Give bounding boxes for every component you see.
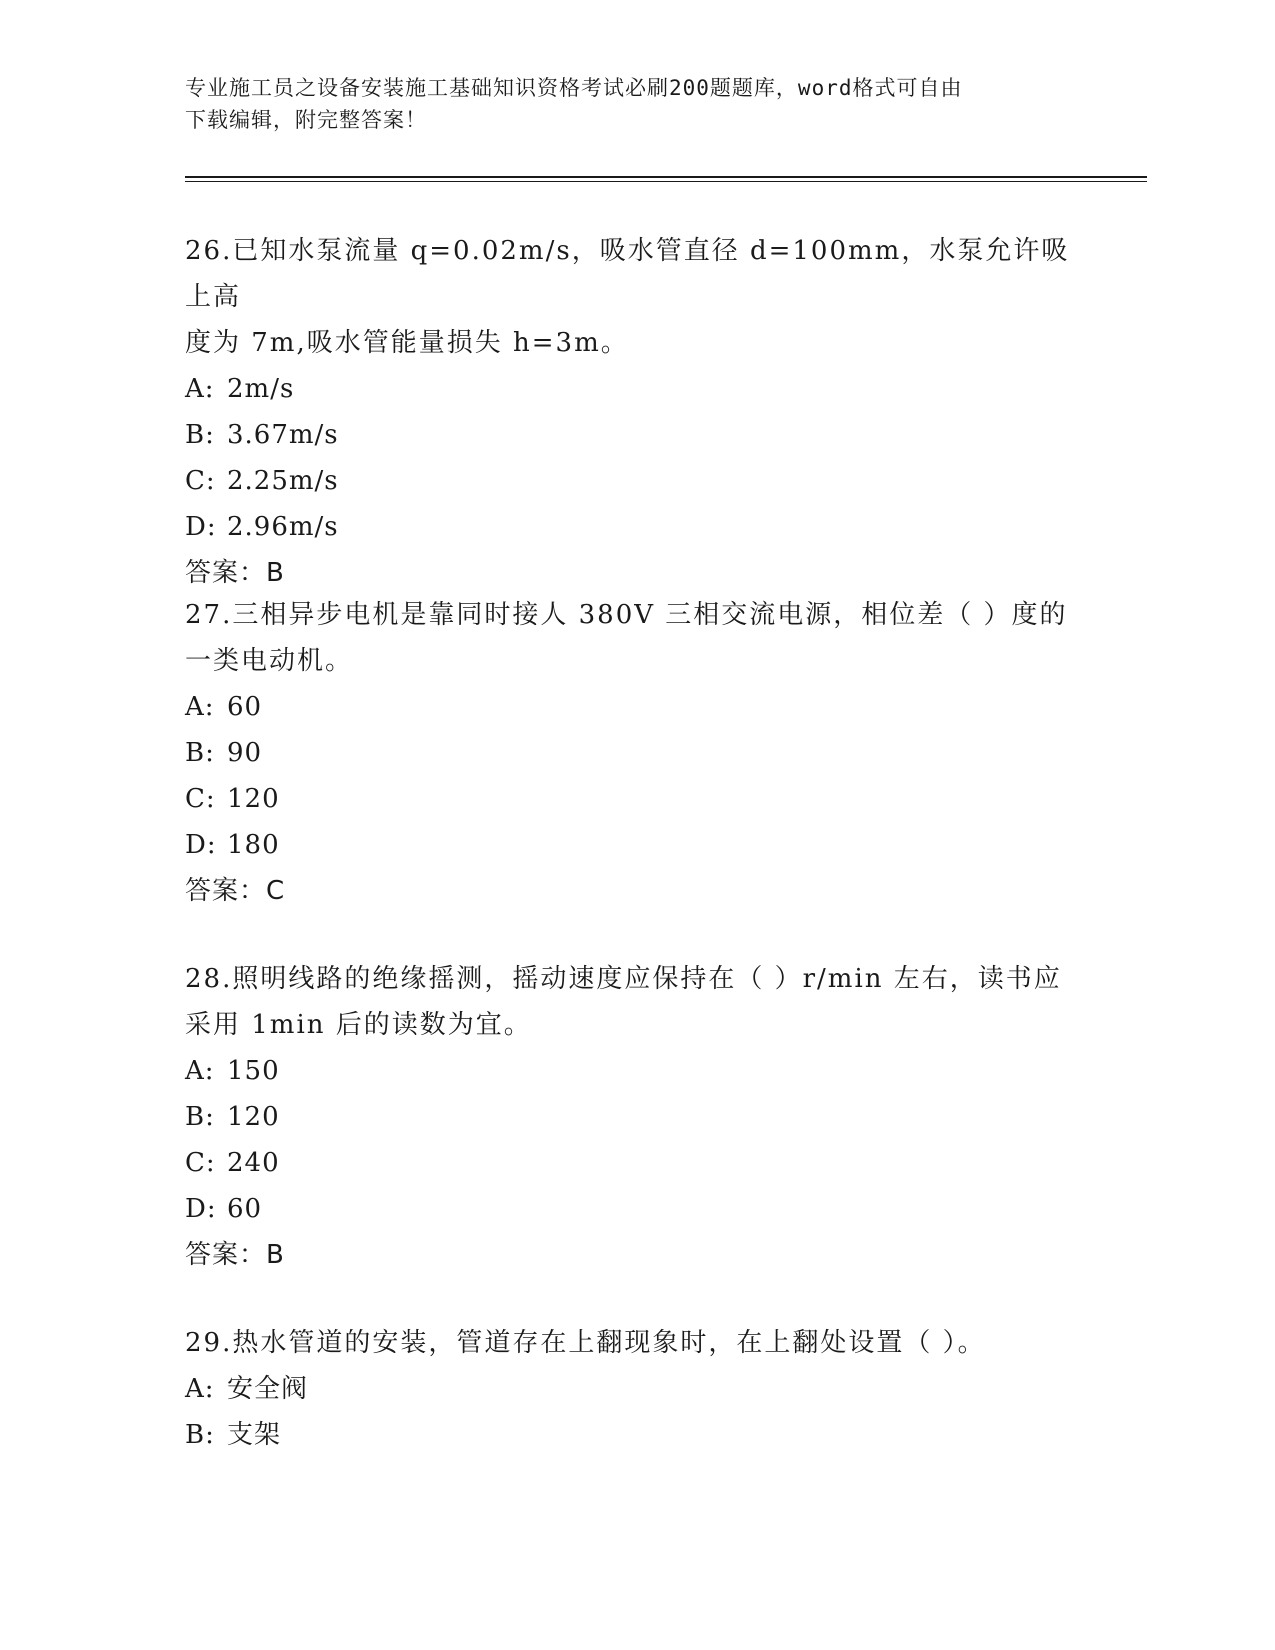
question-27 [185,592,1085,914]
option-c [185,458,1085,504]
option-text: 安全阀 [227,1374,309,1404]
option-b [185,1094,1085,1140]
option-letter: D: [185,830,217,860]
option-letter: C: [185,1148,216,1178]
option-text: 支架 [227,1420,282,1450]
header-divider [185,176,1147,182]
option-letter: A: [185,692,215,722]
question-stem-line: 27.三相异步电机是靠同时接人 380V 三相交流电源，相位差（ ）度的 [185,600,1068,630]
option-text: 90 [227,738,263,768]
header-line-2: 下载编辑，附完整答案！ [185,108,427,132]
option-c [185,776,1085,822]
option-text: 120 [227,1102,280,1132]
option-d [185,504,1085,550]
option-b [185,412,1085,458]
option-letter: A: [185,1056,215,1086]
option-a [185,1048,1085,1094]
question-stem-line: 度为 7m,吸水管能量损失 h=3m。 [185,328,629,358]
option-letter: D: [185,512,217,542]
option-letter: A: [185,1374,215,1404]
option-letter: C: [185,784,216,814]
option-text: 180 [227,830,280,860]
header-line-1: 专业施工员之设备安装施工基础知识资格考试必刷200题题库，word格式可自由 [185,76,963,100]
option-letter: D: [185,1194,217,1224]
option-a [185,684,1085,730]
option-letter: B: [185,1420,215,1450]
option-d [185,822,1085,868]
option-text: 60 [227,1194,263,1224]
option-text: 2.25m/s [227,466,339,496]
question-stem-line: 28.照明线路的绝缘摇测，摇动速度应保持在（ ）r/min 左右，读书应 [185,964,1062,994]
option-d [185,1186,1085,1232]
document-header [185,72,1085,136]
answer-line: 答案：C [185,876,286,906]
option-letter: B: [185,1102,215,1132]
option-b [185,730,1085,776]
question-26 [185,228,1085,596]
question-stem-line: 一类电动机。 [185,646,354,676]
option-letter: B: [185,420,215,450]
question-stem-line: 采用 1min 后的读数为宜。 [185,1010,532,1040]
option-letter: B: [185,738,215,768]
option-text: 2m/s [227,374,295,404]
option-a [185,366,1085,412]
option-text: 2.96m/s [227,512,339,542]
question-stem-line: 26.已知水泵流量 q=0.02m/s，吸水管直径 d=100mm，水泵允许吸上高 [185,236,1070,312]
answer-line: 答案：B [185,558,285,588]
option-a [185,1366,1085,1412]
option-letter: C: [185,466,216,496]
question-stem-line: 29.热水管道的安装，管道存在上翻现象时，在上翻处设置（ ）。 [185,1328,986,1358]
option-text: 150 [227,1056,280,1086]
question-29 [185,1320,1085,1458]
option-text: 3.67m/s [227,420,339,450]
option-letter: A: [185,374,215,404]
option-text: 120 [227,784,280,814]
option-text: 240 [227,1148,280,1178]
option-c [185,1140,1085,1186]
option-b [185,1412,1085,1458]
option-text: 60 [227,692,263,722]
answer-line: 答案：B [185,1240,285,1270]
question-28 [185,956,1085,1278]
